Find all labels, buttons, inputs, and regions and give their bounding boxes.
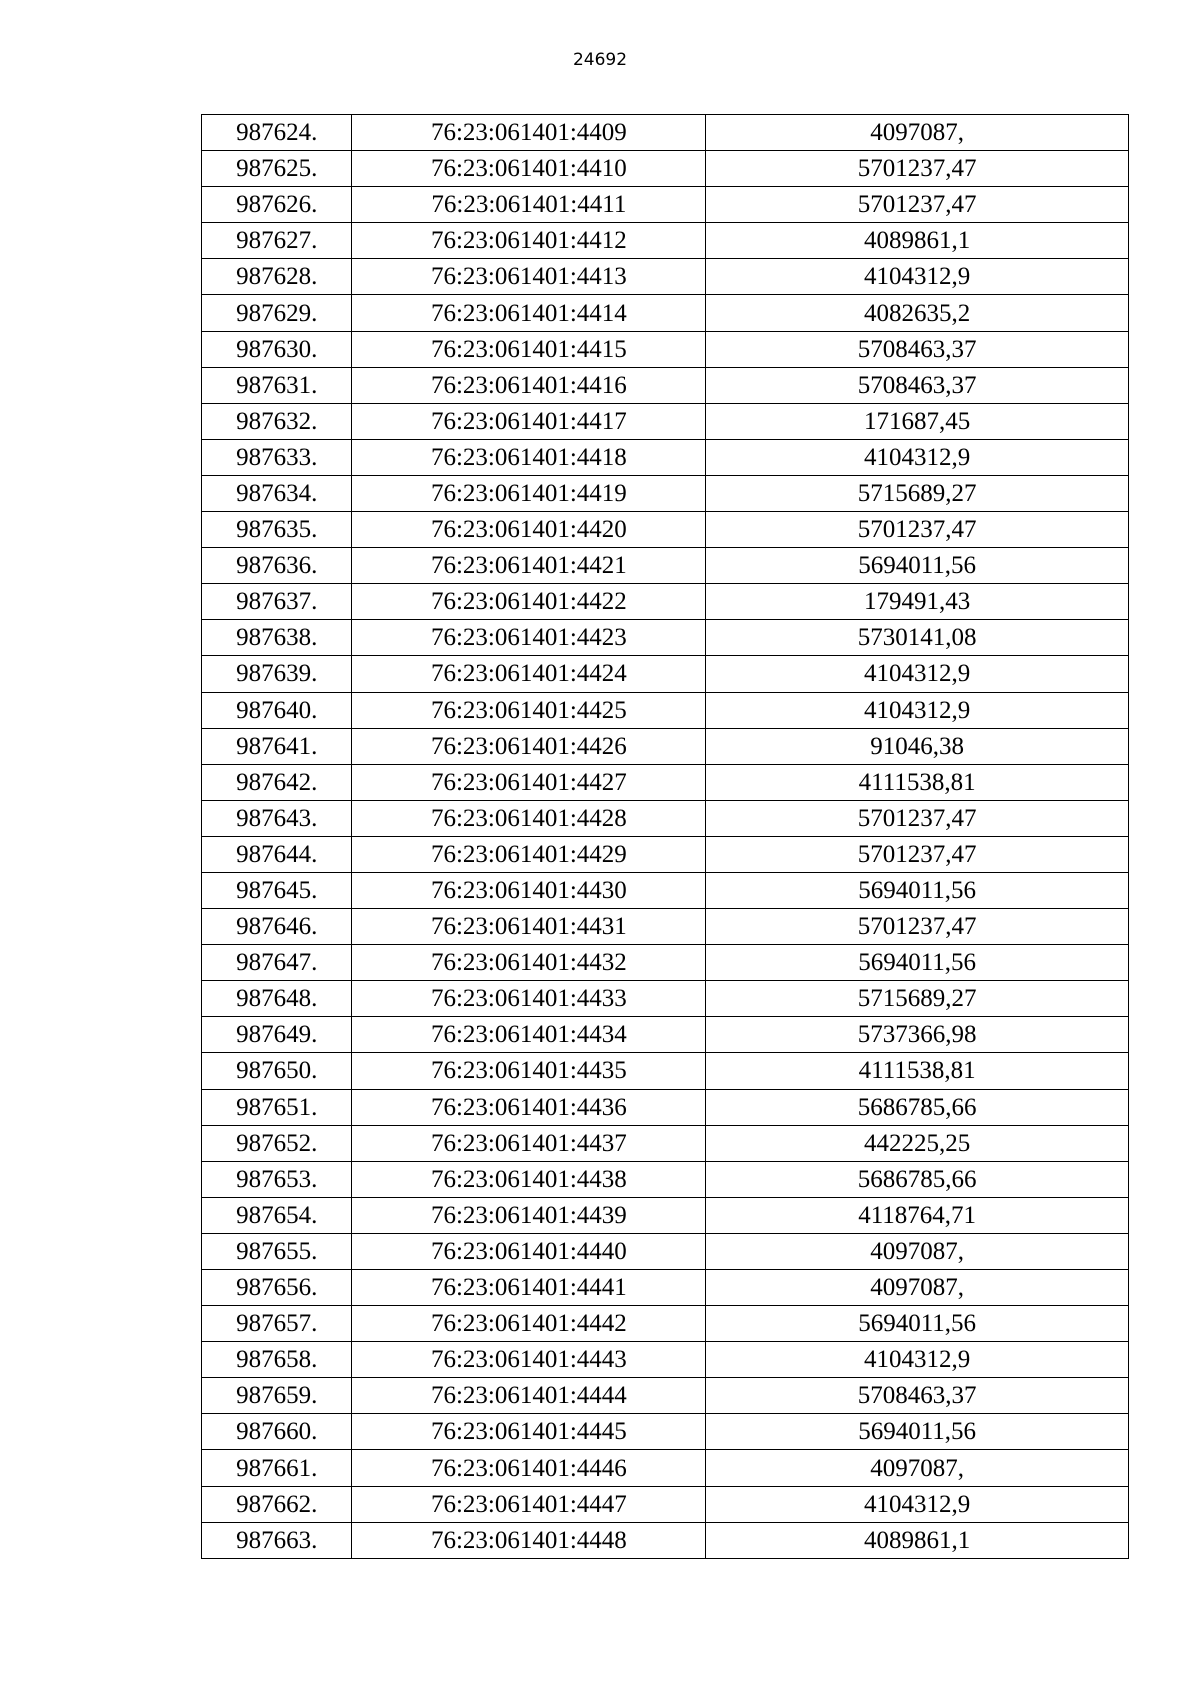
cadastral-number-cell: 76:23:061401:4434 bbox=[352, 1017, 706, 1053]
cadastral-number-cell: 76:23:061401:4409 bbox=[352, 115, 706, 151]
row-number-cell: 987636. bbox=[202, 548, 352, 584]
value-cell: 5701237,47 bbox=[706, 836, 1129, 872]
value-cell: 179491,43 bbox=[706, 584, 1129, 620]
cadastral-value-table bbox=[201, 114, 1129, 1559]
table-row bbox=[202, 512, 1129, 548]
value-cell: 5694011,56 bbox=[706, 1414, 1129, 1450]
table-row bbox=[202, 548, 1129, 584]
value-cell: 5737366,98 bbox=[706, 1017, 1129, 1053]
row-number-cell: 987635. bbox=[202, 512, 352, 548]
table-row bbox=[202, 367, 1129, 403]
cadastral-number-cell: 76:23:061401:4411 bbox=[352, 187, 706, 223]
value-cell: 5701237,47 bbox=[706, 151, 1129, 187]
cadastral-number-cell: 76:23:061401:4426 bbox=[352, 728, 706, 764]
cadastral-number-cell: 76:23:061401:4438 bbox=[352, 1161, 706, 1197]
row-number-cell: 987644. bbox=[202, 836, 352, 872]
row-number-cell: 987645. bbox=[202, 872, 352, 908]
row-number-cell: 987642. bbox=[202, 764, 352, 800]
cadastral-number-cell: 76:23:061401:4410 bbox=[352, 151, 706, 187]
table-row bbox=[202, 1486, 1129, 1522]
row-number-cell: 987646. bbox=[202, 909, 352, 945]
row-number-cell: 987663. bbox=[202, 1522, 352, 1558]
value-cell: 442225,25 bbox=[706, 1125, 1129, 1161]
cadastral-number-cell: 76:23:061401:4423 bbox=[352, 620, 706, 656]
cadastral-number-cell: 76:23:061401:4443 bbox=[352, 1342, 706, 1378]
row-number-cell: 987648. bbox=[202, 981, 352, 1017]
value-cell: 91046,38 bbox=[706, 728, 1129, 764]
cadastral-number-cell: 76:23:061401:4429 bbox=[352, 836, 706, 872]
value-cell: 4118764,71 bbox=[706, 1197, 1129, 1233]
cadastral-number-cell: 76:23:061401:4447 bbox=[352, 1486, 706, 1522]
row-number-cell: 987626. bbox=[202, 187, 352, 223]
table-row bbox=[202, 1017, 1129, 1053]
value-cell: 4111538,81 bbox=[706, 1053, 1129, 1089]
table-row bbox=[202, 584, 1129, 620]
cadastral-number-cell: 76:23:061401:4437 bbox=[352, 1125, 706, 1161]
cadastral-number-cell: 76:23:061401:4424 bbox=[352, 656, 706, 692]
table-row bbox=[202, 1414, 1129, 1450]
value-cell: 5708463,37 bbox=[706, 331, 1129, 367]
value-cell: 5708463,37 bbox=[706, 367, 1129, 403]
row-number-cell: 987639. bbox=[202, 656, 352, 692]
cadastral-number-cell: 76:23:061401:4416 bbox=[352, 367, 706, 403]
value-cell: 5686785,66 bbox=[706, 1161, 1129, 1197]
table-row bbox=[202, 439, 1129, 475]
row-number-cell: 987658. bbox=[202, 1342, 352, 1378]
row-number-cell: 987656. bbox=[202, 1270, 352, 1306]
value-cell: 5686785,66 bbox=[706, 1089, 1129, 1125]
value-cell: 4104312,9 bbox=[706, 656, 1129, 692]
row-number-cell: 987641. bbox=[202, 728, 352, 764]
cadastral-number-cell: 76:23:061401:4435 bbox=[352, 1053, 706, 1089]
cadastral-number-cell: 76:23:061401:4414 bbox=[352, 295, 706, 331]
cadastral-number-cell: 76:23:061401:4433 bbox=[352, 981, 706, 1017]
cadastral-number-cell: 76:23:061401:4418 bbox=[352, 439, 706, 475]
cadastral-number-cell: 76:23:061401:4446 bbox=[352, 1450, 706, 1486]
table-row bbox=[202, 115, 1129, 151]
table-row bbox=[202, 728, 1129, 764]
value-cell: 4104312,9 bbox=[706, 692, 1129, 728]
cadastral-number-cell: 76:23:061401:4436 bbox=[352, 1089, 706, 1125]
value-cell: 4082635,2 bbox=[706, 295, 1129, 331]
table-row bbox=[202, 1306, 1129, 1342]
row-number-cell: 987628. bbox=[202, 259, 352, 295]
table-row bbox=[202, 1270, 1129, 1306]
row-number-cell: 987633. bbox=[202, 439, 352, 475]
table-row bbox=[202, 1125, 1129, 1161]
cadastral-number-cell: 76:23:061401:4421 bbox=[352, 548, 706, 584]
table-row bbox=[202, 1342, 1129, 1378]
value-cell: 5694011,56 bbox=[706, 548, 1129, 584]
row-number-cell: 987627. bbox=[202, 223, 352, 259]
row-number-cell: 987631. bbox=[202, 367, 352, 403]
cadastral-number-cell: 76:23:061401:4444 bbox=[352, 1378, 706, 1414]
table-row bbox=[202, 1053, 1129, 1089]
page-number: 24692 bbox=[572, 50, 628, 70]
cadastral-number-cell: 76:23:061401:4448 bbox=[352, 1522, 706, 1558]
cadastral-number-cell: 76:23:061401:4442 bbox=[352, 1306, 706, 1342]
table-row bbox=[202, 403, 1129, 439]
table-row bbox=[202, 151, 1129, 187]
table-row bbox=[202, 836, 1129, 872]
row-number-cell: 987637. bbox=[202, 584, 352, 620]
row-number-cell: 987649. bbox=[202, 1017, 352, 1053]
table-row bbox=[202, 800, 1129, 836]
table-row bbox=[202, 1450, 1129, 1486]
row-number-cell: 987653. bbox=[202, 1161, 352, 1197]
value-cell: 5694011,56 bbox=[706, 945, 1129, 981]
cadastral-number-cell: 76:23:061401:4420 bbox=[352, 512, 706, 548]
value-cell: 5701237,47 bbox=[706, 800, 1129, 836]
row-number-cell: 987625. bbox=[202, 151, 352, 187]
table-row bbox=[202, 223, 1129, 259]
row-number-cell: 987650. bbox=[202, 1053, 352, 1089]
value-cell: 171687,45 bbox=[706, 403, 1129, 439]
cadastral-number-cell: 76:23:061401:4413 bbox=[352, 259, 706, 295]
value-cell: 4104312,9 bbox=[706, 1342, 1129, 1378]
row-number-cell: 987632. bbox=[202, 403, 352, 439]
row-number-cell: 987630. bbox=[202, 331, 352, 367]
cadastral-number-cell: 76:23:061401:4439 bbox=[352, 1197, 706, 1233]
row-number-cell: 987629. bbox=[202, 295, 352, 331]
cadastral-number-cell: 76:23:061401:4440 bbox=[352, 1233, 706, 1269]
cadastral-number-cell: 76:23:061401:4445 bbox=[352, 1414, 706, 1450]
table-row bbox=[202, 656, 1129, 692]
row-number-cell: 987643. bbox=[202, 800, 352, 836]
table-row bbox=[202, 1197, 1129, 1233]
value-cell: 4097087, bbox=[706, 1450, 1129, 1486]
row-number-cell: 987634. bbox=[202, 475, 352, 511]
cadastral-number-cell: 76:23:061401:4417 bbox=[352, 403, 706, 439]
table-row bbox=[202, 692, 1129, 728]
table-row bbox=[202, 1522, 1129, 1558]
row-number-cell: 987624. bbox=[202, 115, 352, 151]
value-cell: 4104312,9 bbox=[706, 1486, 1129, 1522]
cadastral-number-cell: 76:23:061401:4419 bbox=[352, 475, 706, 511]
table-row bbox=[202, 1089, 1129, 1125]
table-row bbox=[202, 1161, 1129, 1197]
table-row bbox=[202, 620, 1129, 656]
table-body bbox=[202, 115, 1129, 1559]
value-cell: 5694011,56 bbox=[706, 1306, 1129, 1342]
row-number-cell: 987655. bbox=[202, 1233, 352, 1269]
table-row bbox=[202, 475, 1129, 511]
value-cell: 5708463,37 bbox=[706, 1378, 1129, 1414]
table-row bbox=[202, 764, 1129, 800]
cadastral-number-cell: 76:23:061401:4428 bbox=[352, 800, 706, 836]
row-number-cell: 987660. bbox=[202, 1414, 352, 1450]
cadastral-number-cell: 76:23:061401:4422 bbox=[352, 584, 706, 620]
row-number-cell: 987638. bbox=[202, 620, 352, 656]
row-number-cell: 987647. bbox=[202, 945, 352, 981]
cadastral-number-cell: 76:23:061401:4412 bbox=[352, 223, 706, 259]
cadastral-number-cell: 76:23:061401:4441 bbox=[352, 1270, 706, 1306]
row-number-cell: 987661. bbox=[202, 1450, 352, 1486]
cadastral-number-cell: 76:23:061401:4431 bbox=[352, 909, 706, 945]
value-cell: 4097087, bbox=[706, 1270, 1129, 1306]
value-cell: 5694011,56 bbox=[706, 872, 1129, 908]
value-cell: 4111538,81 bbox=[706, 764, 1129, 800]
table-row bbox=[202, 981, 1129, 1017]
row-number-cell: 987659. bbox=[202, 1378, 352, 1414]
table-row bbox=[202, 187, 1129, 223]
value-cell: 4097087, bbox=[706, 115, 1129, 151]
row-number-cell: 987657. bbox=[202, 1306, 352, 1342]
table-row bbox=[202, 331, 1129, 367]
value-cell: 4089861,1 bbox=[706, 1522, 1129, 1558]
row-number-cell: 987662. bbox=[202, 1486, 352, 1522]
row-number-cell: 987651. bbox=[202, 1089, 352, 1125]
value-cell: 5715689,27 bbox=[706, 475, 1129, 511]
value-cell: 5715689,27 bbox=[706, 981, 1129, 1017]
value-cell: 5701237,47 bbox=[706, 512, 1129, 548]
value-cell: 4097087, bbox=[706, 1233, 1129, 1269]
value-cell: 4104312,9 bbox=[706, 259, 1129, 295]
cadastral-number-cell: 76:23:061401:4432 bbox=[352, 945, 706, 981]
table-row bbox=[202, 295, 1129, 331]
row-number-cell: 987654. bbox=[202, 1197, 352, 1233]
cadastral-number-cell: 76:23:061401:4425 bbox=[352, 692, 706, 728]
cadastral-number-cell: 76:23:061401:4430 bbox=[352, 872, 706, 908]
table-row bbox=[202, 945, 1129, 981]
value-cell: 4104312,9 bbox=[706, 439, 1129, 475]
row-number-cell: 987640. bbox=[202, 692, 352, 728]
row-number-cell: 987652. bbox=[202, 1125, 352, 1161]
table-row bbox=[202, 1378, 1129, 1414]
value-cell: 4089861,1 bbox=[706, 223, 1129, 259]
table-row bbox=[202, 909, 1129, 945]
table-row bbox=[202, 259, 1129, 295]
cadastral-number-cell: 76:23:061401:4415 bbox=[352, 331, 706, 367]
value-cell: 5701237,47 bbox=[706, 909, 1129, 945]
cadastral-number-cell: 76:23:061401:4427 bbox=[352, 764, 706, 800]
table-row bbox=[202, 1233, 1129, 1269]
value-cell: 5701237,47 bbox=[706, 187, 1129, 223]
table-row bbox=[202, 872, 1129, 908]
value-cell: 5730141,08 bbox=[706, 620, 1129, 656]
